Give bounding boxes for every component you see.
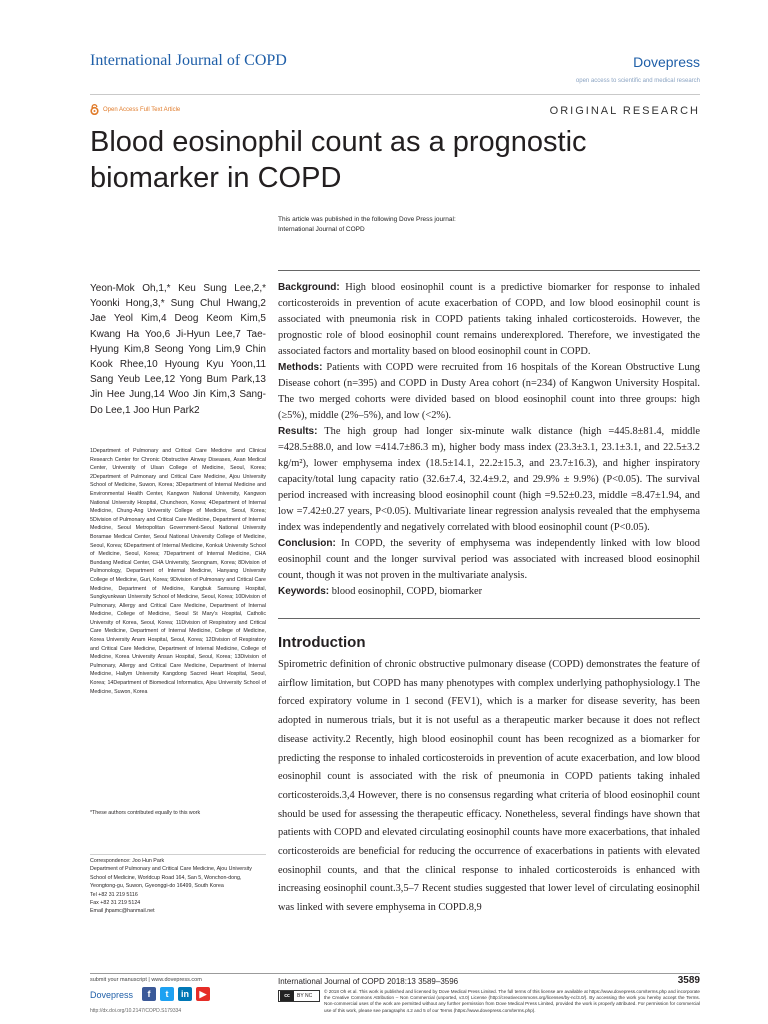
introduction-text: Spirometric definition of chronic obstructive pulmonary disease (COPD) demonstrates the feature of airflow limitation, but COPD has many phenotypes with complex underlying pathophysiology.1 The forced expiratory volume in 1 second (FEV1), which is a marker for disease severity, has been adopted in numerous trials, but it is not useful as a therapeutic marker because it does not reflect disease activity.2 Recently, high blood eosinophil count has been recognized as a biomarker for predicting the response to inhaled corticosteroids in prevention of acute exacerbation, and low blood eosinophil count is associated with the risk of pneumonia in COPD patients taking inhaled corticosteroids.3,4 However, there is no consensus regarding what criteria of blood eosinophil count should be used for assessing the therapeutic efficacy. Nonetheless, several findings have shown that patients with COPD and elevated circulating eosinophil counts have more exacerbations, that inhaled corticosteroids are beneficial for reducing the occurrence of exacerbations in patients with elevated eosinophil counts, and that the clinical response to inhaled corticosteroids is enhanced with increasing eosinophil count.3,5–7 Recent studies suggested that lower level of circulating eosinophil was linked with severe emphysema in COPD.8,9 bbox=[278, 659, 700, 914]
abstract-methods bbox=[278, 360, 700, 424]
footer-divider bbox=[90, 973, 700, 974]
open-access-badge bbox=[90, 104, 180, 115]
journal-name[interactable]: International Journal of COPD bbox=[90, 52, 287, 69]
background-label: Background: bbox=[278, 282, 340, 293]
abstract bbox=[278, 280, 700, 600]
cc-mark: cc bbox=[280, 991, 294, 1001]
footer-dovepress-logo[interactable]: Dovepress bbox=[90, 990, 134, 1000]
header-divider bbox=[90, 94, 700, 95]
linkedin-icon[interactable]: in bbox=[178, 987, 192, 1001]
conclusion-text: In COPD, the severity of emphysema was independently linked with low blood eosinophil count and the longer survival period was associated with increased blood eosinophil count, though it was not proven in the multivariate analysis. bbox=[278, 538, 700, 581]
results-label: Results: bbox=[278, 426, 318, 437]
cc-label: BY NC bbox=[297, 993, 313, 999]
correspondence-email[interactable]: Email jhpamc@hanmail.net bbox=[90, 908, 155, 915]
doi-link[interactable]: http://dx.doi.org/10.2147/COPD.S179334 bbox=[90, 1008, 182, 1014]
social-links bbox=[142, 987, 210, 1001]
correspondence-tel: Tel +82 31 219 5116 bbox=[90, 891, 138, 898]
journal-citation: International Journal of COPD 2018:13 3589–3596 bbox=[278, 977, 459, 986]
license-text: © 2018 Oh et al. This work is published and licensed by Dove Medical Press Limited. The full terms of this license are available at https://www.dovepress.com/terms.php and incorporate the Creative Commons Attribution – Non Commercial (unported, v3.0) License (http://creativecommons.org/licenses/by-nc/3.0/). By accessing the work you hereby accept the Terms. Non-commercial uses of the work are permitted without any further permission from Dove Medical Press Limited, provided the work is properly attributed. For permission for commercial use of this work, please see paragraphs 4.2 and 5 of our Terms (https://www.dovepress.com/terms.php). bbox=[324, 989, 700, 1013]
introduction-heading: Introduction bbox=[278, 634, 366, 651]
correspondence-address: Department of Pulmonary and Critical Care Medicine, Ajou University School of Medicine, Worldcup Road 164, San 5, Wonchon-dong, Yeongtong-gu, Suwon, Gyeonggi-do 16499, South Korea bbox=[90, 866, 252, 890]
equal-contribution-note: *These authors contributed equally to this work bbox=[90, 810, 201, 816]
article-title: Blood eosinophil count as a prognostic biomarker in COPD bbox=[90, 126, 587, 194]
results-text: The high group had longer six-minute walk distance (high =445.8±81.4, middle =428.5±88.0, and low =414.7±86.3 m), higher body mass index (23.3±3.1, 23.1±3.1, and 22.5±3.2 kg/m²), lower emphysema index (18.5±14.1, 22.2±15.3, and 23.7±16.3), and higher inspiratory capacity/total lung capacity ratio (32.6±7.4, 32.4±9.2, and 29.9% ± 9.9%) (P<0.05). The survival period increased with increasing blood eosinophil count (high =9.52±0.23, middle =8.47±1.94, and low =7.42±0.27 years, P<0.05). Multivariate linear regression analysis revealed that the emphysema index was independently and negatively correlated with blood eosinophil count (P<0.05). bbox=[278, 426, 700, 533]
dovepress-logo[interactable]: Dovepress bbox=[633, 54, 700, 70]
publication-note bbox=[278, 215, 456, 235]
methods-label: Methods: bbox=[278, 362, 323, 373]
creative-commons-icon[interactable] bbox=[278, 990, 320, 1002]
abstract-background bbox=[278, 280, 700, 360]
publication-note-line1: This article was published in the following Dove Press journal: bbox=[278, 216, 456, 223]
keywords-label: Keywords: bbox=[278, 586, 330, 597]
facebook-icon[interactable]: f bbox=[142, 987, 156, 1001]
abstract-top-divider bbox=[278, 270, 700, 271]
abstract-conclusion bbox=[278, 536, 700, 584]
submit-manuscript-link[interactable]: submit your manuscript | www.dovepress.com bbox=[90, 977, 202, 983]
abstract-bottom-divider bbox=[278, 618, 700, 619]
abstract-results bbox=[278, 424, 700, 536]
correspondence-name: Correspondence: Joo Hun Park bbox=[90, 858, 165, 864]
conclusion-label: Conclusion: bbox=[278, 538, 336, 549]
affiliations: 1Department of Pulmonary and Critical Care Medicine and Clinical Research Center for Chronic Obstructive Airway Diseases, Asan Medical Center, University of Ulsan College of Medicine, Seoul, Korea; 2Department of Pulmonary and Critical Care Medicine, Ajou University School of Medicine, Suwon, Korea; 3Department of Internal Medicine and Environmental Health Center, Kangwon National University, Kangwon National University Hospital, Chuncheon, Korea; 4Department of Internal Medicine, Chung-Ang University College of Medicine, Seoul, Korea; 5Division of Pulmonary and Critical Care Medicine, Department of Internal Medicine, Seoul Metropolitan Government-Seoul National University Boramae Medical Center, Seoul National University College of Medicine, Seoul, Korea; 6Department of Internal Medicine, Konkuk University School of Medicine, Seoul, Korea; 7Department of Internal Medicine, CHA Bundang Medical Center, CHA University, Seongnam, Korea; 8Division of Pulmonology, Department of Internal Medicine, Hanyang University College of Medicine, Guri, Korea; 9Division of Pulmonary and Critical Care Medicine, Department of Medicine, Kangbuk Samsung Hospital, Sungkyunkwan University School of Medicine, Seoul, Korea; 10Division of Pulmonary, Allergy and Critical Care Medicine, Department of Internal Medicine, College of Medicine, Seoul St Mary's Hospital, Catholic University of Korea, Seoul, Korea; 11Division of Respiratory and Critical Care Medicine, Department of Internal Medicine, College of Medicine, Korea University Anam Hospital, Seoul, Korea; 12Division of Respiratory and Critical Care Medicine, Department of Internal Medicine, College of Medicine, Korea University Ansan Hospital, Seoul, Korea; 13Division of Pulmonary, Allergy and Critical Care Medicine, Department of Internal Medicine, Hallym University Kangdong Sacred Heart Hospital, Seoul, Korea; 14Department of Biomedical Informatics, Ajou University School of Medicine, Suwon, Korea bbox=[90, 448, 266, 695]
methods-text: Patients with COPD were recruited from 16 hospitals of the Korean Obstructive Lung Disease cohort (n=395) and COPD in Dusty Area cohort (n=234) of Kangwon University Hospital. The two merged cohorts were divided based on blood eosinophil count into three groups: high (≥5%), middle (2%–5%), and low (<2%). bbox=[278, 362, 700, 421]
abstract-keywords bbox=[278, 584, 700, 600]
author-list: Yeon-Mok Oh,1,* Keu Sung Lee,2,* Yoonki Hong,3,* Sung Chul Hwang,2 Jae Yeol Kim,4 Deog Keom Kim,5 Kwang Ha Yoo,6 Ji-Hyun Lee,7 Tae-Hyung Kim,8 Seong Yong Lim,9 Chin Kook Rhee,10 Hyoung Kyu Yoon,11 Sang Yeub Lee,12 Yong Bum Park,13 Jin Hee Jung,14 Woo Jin Kim,3 Sang-Do Lee,1 Joo Hun Park2 bbox=[90, 283, 266, 416]
page-number: 3589 bbox=[677, 975, 700, 986]
open-access-label: Open Access Full Text Article bbox=[103, 106, 181, 113]
keywords-text: blood eosinophil, COPD, biomarker bbox=[331, 586, 483, 597]
youtube-icon[interactable]: ▶ bbox=[196, 987, 210, 1001]
correspondence bbox=[90, 854, 266, 916]
publication-note-line2[interactable]: International Journal of COPD bbox=[278, 226, 365, 233]
brand-tagline: open access to scientific and medical research bbox=[575, 78, 700, 84]
background-text: High blood eosinophil count is a predictive biomarker for response to inhaled corticosteroids in prevention of acute exacerbation of COPD, and low blood eosinophil count is associated with pneumonia risk in COPD patients taking inhaled corticosteroids. However, the prognostic role of blood eosinophil count remains underexplored. Therefore, we investigated the associated factors and mortality based on blood eosinophil count in COPD. bbox=[278, 282, 700, 357]
correspondence-fax: Fax +82 31 219 5124 bbox=[90, 900, 141, 907]
article-type: ORIGINAL RESEARCH bbox=[549, 105, 700, 117]
twitter-icon[interactable]: t bbox=[160, 987, 174, 1001]
open-access-lock-icon bbox=[90, 104, 99, 115]
